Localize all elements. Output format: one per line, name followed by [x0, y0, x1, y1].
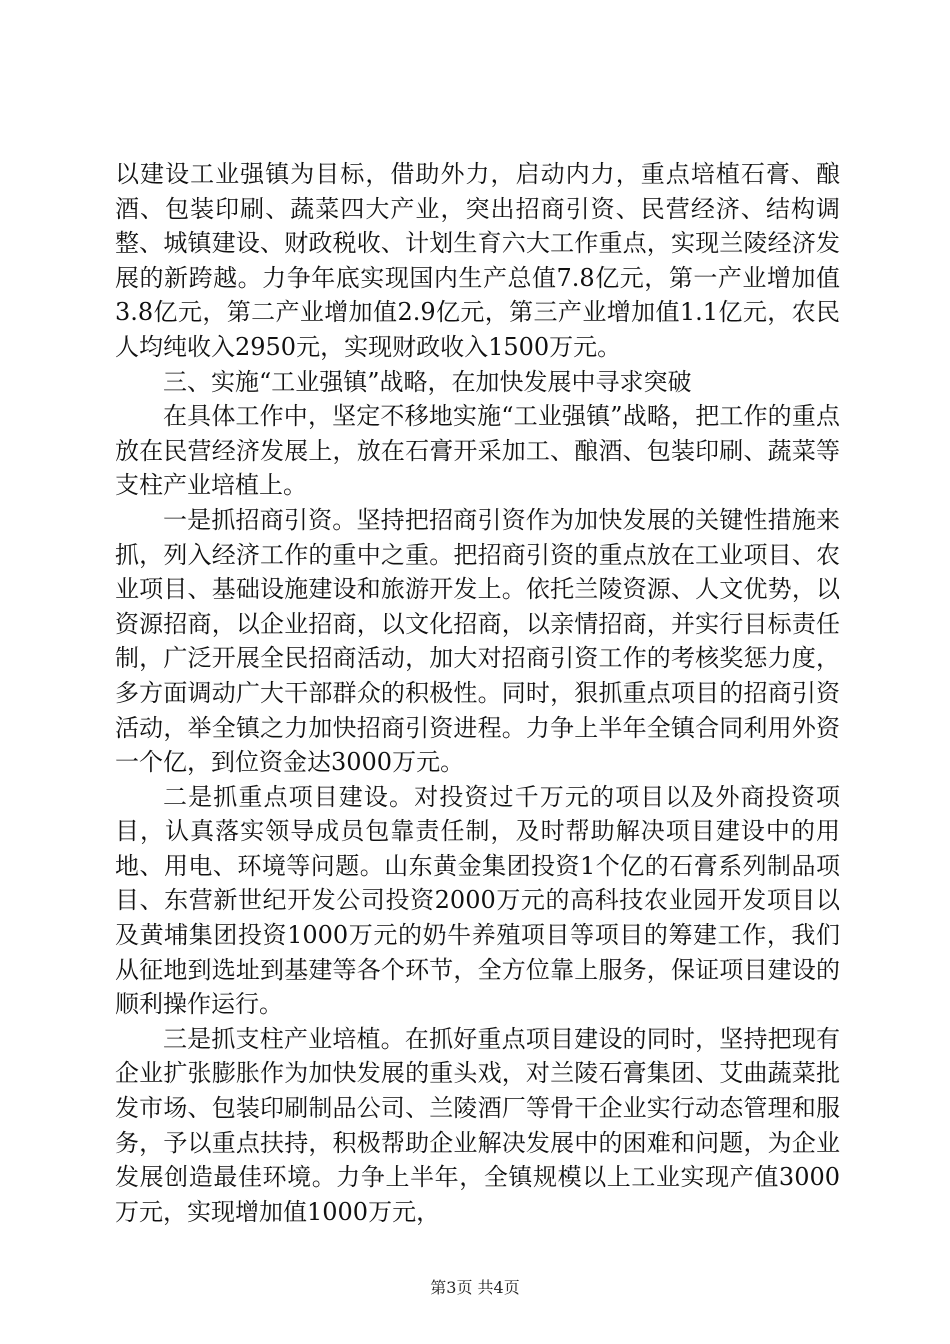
section-heading-3: 三、实施“工业强镇”战略，在加快发展中寻求突破 [163, 367, 692, 396]
paragraph-key-projects: 二是抓重点项目建设。对投资过千万元的项目以及外商投资项目，认真落实领导成员包靠责任制，及时帮助解决项目建设中的用地、用电、环境等问题。山东黄金集团投资1个亿的石膏系列制品项目、东营新世纪开发公司投资2000万元的高科技农业园开发项目以及黄埔集团投资1000万元的奶牛养殖项目等项目的筹建工作，我们从征地到选址到基建等各个环节，全方位靠上服务，保证项目建设的顺利操作运行。 [115, 782, 840, 1019]
paragraph-goals: 以建设工业强镇为目标，借助外力，启动内力，重点培植石膏、酿酒、包装印刷、蔬菜四大产业，突出招商引资、民营经济、结构调整、城镇建设、财政税收、计划生育六大工作重点，实现兰陵经济发展的新跨越。力争年底实现国内生产总值7.8亿元，第一产业增加值3.8亿元，第二产业增加值2.9亿元，第三产业增加值1.1亿元，农民人均纯收入2950元，实现财政收入1500万元。 [115, 160, 840, 361]
paragraph-investment: 一是抓招商引资。坚持把招商引资作为加快发展的关键性措施来抓，列入经济工作的重中之重。把招商引资的重点放在工业项目、农业项目、基础设施建设和旅游开发上。依托兰陵资源、人文优势，以资源招商，以企业招商，以文化招商，以亲情招商，并实行目标责任制，广泛开展全民招商活动，加大对招商引资工作的考核奖惩力度，多方面调动广大干部群众的积极性。同时，狠抓重点项目的招商引资活动，举全镇之力加快招商引资进程。力争上半年全镇合同利用外资一个亿，到位资金达3000万元。 [115, 505, 840, 777]
page-number-footer: 第3页 共4页 [430, 1278, 520, 1297]
paragraph-strategy: 在具体工作中，坚定不移地实施“工业强镇”战略，把工作的重点放在民营经济发展上，放在石膏开采加工、酿酒、包装印刷、蔬菜等支柱产业培植上。 [115, 402, 840, 500]
document-body [115, 157, 840, 1229]
paragraph-pillar-industries: 三是抓支柱产业培植。在抓好重点项目建设的同时，坚持把现有企业扩张膨胀作为加快发展的重头戏，对兰陵石膏集团、艾曲蔬菜批发市场、包装印刷制品公司、兰陵酒厂等骨干企业实行动态管理和服务，予以重点扶持，积极帮助企业解决发展中的困难和问题，为企业发展创造最佳环境。力争上半年，全镇规模以上工业实现产值3000万元，实现增加值1000万元， [115, 1024, 840, 1226]
